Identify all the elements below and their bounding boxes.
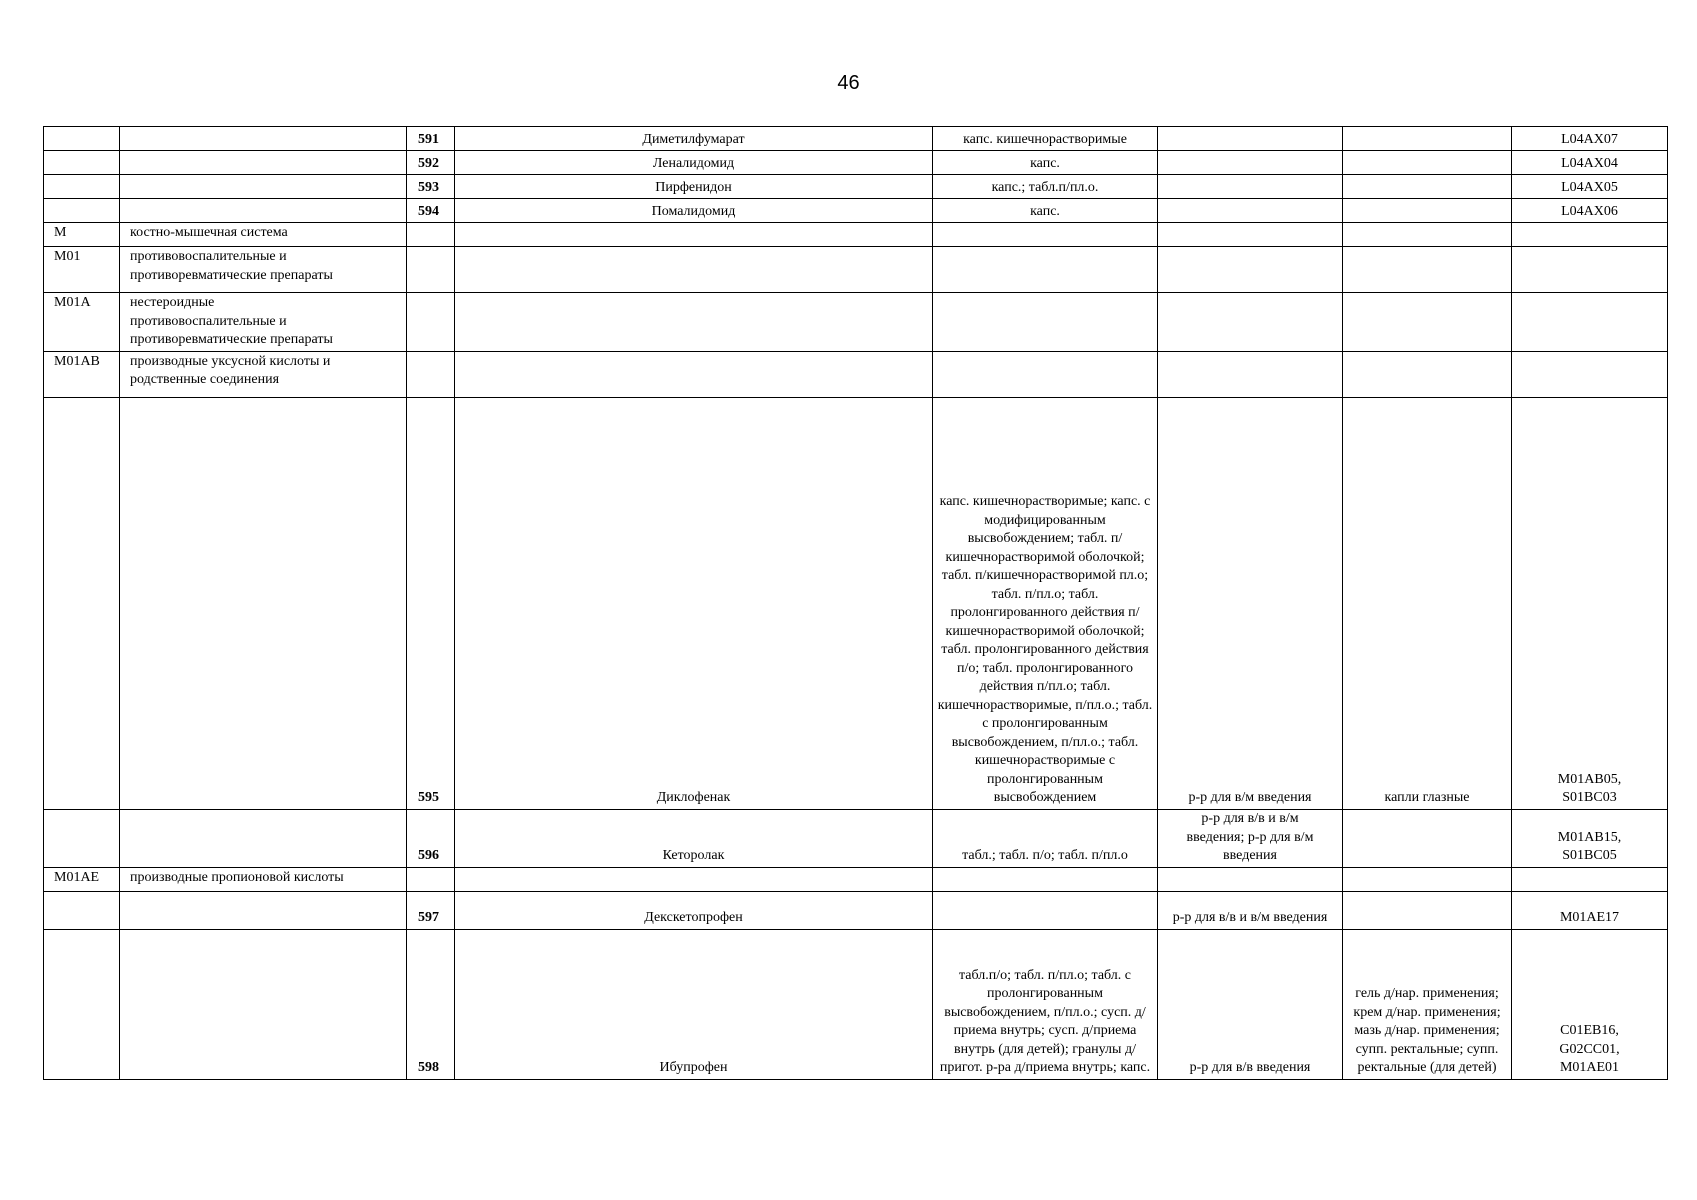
atc-code <box>1512 867 1668 891</box>
atc-group-code <box>44 929 120 1079</box>
oral-dosage-forms: капс. <box>933 151 1158 175</box>
drug-name <box>455 247 933 293</box>
atc-group-name: нестероидные противовоспалительные и противоревматические препараты <box>120 293 407 352</box>
atc-code <box>1512 293 1668 352</box>
injection-forms <box>1158 293 1343 352</box>
oral-dosage-forms <box>933 223 1158 247</box>
table-row <box>44 151 1668 175</box>
oral-dosage-forms: капс. <box>933 199 1158 223</box>
atc-group-name <box>120 199 407 223</box>
oral-dosage-forms <box>933 351 1158 397</box>
other-forms <box>1343 127 1512 151</box>
row-number <box>407 293 455 352</box>
atc-group-code <box>44 397 120 809</box>
drug-name: Диметилфумарат <box>455 127 933 151</box>
drug-name: Ибупрофен <box>455 929 933 1079</box>
injection-forms <box>1158 867 1343 891</box>
oral-dosage-forms: капс. кишечнорастворимые <box>933 127 1158 151</box>
injection-forms <box>1158 151 1343 175</box>
atc-group-code: M01A <box>44 293 120 352</box>
injection-forms <box>1158 199 1343 223</box>
row-number <box>407 351 455 397</box>
table-row <box>44 127 1668 151</box>
atc-group-name: производные уксусной кислоты и родственные соединения <box>120 351 407 397</box>
oral-dosage-forms: капс. кишечнорастворимые; капс. с модифицированным высвобождением; табл. п/кишечнорастворимой оболочкой; табл. п/кишечнорастворимой пл.о; табл. п/пл.о; табл. пролонгированного действия п/кишечнорастворимой оболочкой; табл. пролонгированного действия п/о; табл. пролонгированного действия п/пл.о; табл. кишечнорастворимые, п/пл.о.; табл. с пролонгированным высвобождением, п/пл.о.; табл. кишечнорастворимые с пролонгированным высвобождением <box>933 397 1158 809</box>
other-forms <box>1343 809 1512 867</box>
oral-dosage-forms <box>933 891 1158 929</box>
drug-name: Леналидомид <box>455 151 933 175</box>
row-number: 598 <box>407 929 455 1079</box>
other-forms <box>1343 293 1512 352</box>
atc-code: M01AE17 <box>1512 891 1668 929</box>
atc-group-name <box>120 891 407 929</box>
drug-name: Декскетопрофен <box>455 891 933 929</box>
atc-group-name <box>120 397 407 809</box>
table-row <box>44 929 1668 1079</box>
atc-group-code <box>44 891 120 929</box>
oral-dosage-forms <box>933 247 1158 293</box>
oral-dosage-forms <box>933 867 1158 891</box>
table-row <box>44 199 1668 223</box>
atc-group-name <box>120 151 407 175</box>
atc-code <box>1512 351 1668 397</box>
atc-group-name <box>120 127 407 151</box>
atc-group-name: противовоспалительные и противоревматические препараты <box>120 247 407 293</box>
injection-forms <box>1158 247 1343 293</box>
table-row <box>44 293 1668 352</box>
atc-group-name <box>120 175 407 199</box>
atc-code <box>1512 223 1668 247</box>
drug-name <box>455 351 933 397</box>
atc-code: M01AB05, S01BC03 <box>1512 397 1668 809</box>
injection-forms: р-р для в/в введения <box>1158 929 1343 1079</box>
row-number: 596 <box>407 809 455 867</box>
other-forms <box>1343 351 1512 397</box>
atc-group-code <box>44 127 120 151</box>
atc-group-name: производные пропионовой кислоты <box>120 867 407 891</box>
injection-forms: р-р для в/м введения <box>1158 397 1343 809</box>
oral-dosage-forms: табл.п/о; табл. п/пл.о; табл. с пролонгированным высвобождением, п/пл.о.; сусп. д/приема внутрь; сусп. д/приема внутрь (для детей); гранулы д/пригот. р-ра д/приема внутрь; капс. <box>933 929 1158 1079</box>
row-number: 591 <box>407 127 455 151</box>
other-forms <box>1343 175 1512 199</box>
drug-name <box>455 223 933 247</box>
atc-group-code <box>44 809 120 867</box>
oral-dosage-forms: капс.; табл.п/пл.о. <box>933 175 1158 199</box>
injection-forms <box>1158 175 1343 199</box>
other-forms <box>1343 223 1512 247</box>
atc-code: M01AB15, S01BC05 <box>1512 809 1668 867</box>
row-number: 597 <box>407 891 455 929</box>
table-row <box>44 223 1668 247</box>
atc-group-code <box>44 175 120 199</box>
other-forms <box>1343 867 1512 891</box>
row-number: 595 <box>407 397 455 809</box>
row-number: 593 <box>407 175 455 199</box>
row-number: 594 <box>407 199 455 223</box>
oral-dosage-forms <box>933 293 1158 352</box>
drug-name: Пирфенидон <box>455 175 933 199</box>
row-number <box>407 867 455 891</box>
atc-group-code: M01AE <box>44 867 120 891</box>
other-forms <box>1343 199 1512 223</box>
table-row <box>44 247 1668 293</box>
drug-list-table <box>43 126 1668 1080</box>
oral-dosage-forms: табл.; табл. п/о; табл. п/пл.о <box>933 809 1158 867</box>
other-forms: капли глазные <box>1343 397 1512 809</box>
other-forms <box>1343 891 1512 929</box>
atc-group-code: M <box>44 223 120 247</box>
injection-forms <box>1158 223 1343 247</box>
injection-forms <box>1158 351 1343 397</box>
table-row <box>44 351 1668 397</box>
injection-forms: р-р для в/в и в/м введения; р-р для в/м введения <box>1158 809 1343 867</box>
page-number: 46 <box>837 72 860 94</box>
atc-code: L04AX07 <box>1512 127 1668 151</box>
atc-group-code: M01 <box>44 247 120 293</box>
table-row <box>44 809 1668 867</box>
row-number <box>407 247 455 293</box>
atc-group-name: костно-мышечная система <box>120 223 407 247</box>
other-forms <box>1343 151 1512 175</box>
row-number <box>407 223 455 247</box>
atc-code <box>1512 247 1668 293</box>
other-forms: гель д/нар. применения; крем д/нар. применения; мазь д/нар. применения; супп. ректальные; супп. ректальные (для детей) <box>1343 929 1512 1079</box>
atc-code: L04AX06 <box>1512 199 1668 223</box>
drug-name: Диклофенак <box>455 397 933 809</box>
atc-group-name <box>120 809 407 867</box>
table-row <box>44 397 1668 809</box>
atc-group-code <box>44 199 120 223</box>
injection-forms: р-р для в/в и в/м введения <box>1158 891 1343 929</box>
table-row <box>44 175 1668 199</box>
atc-code: L04AX04 <box>1512 151 1668 175</box>
drug-name: Кеторолак <box>455 809 933 867</box>
atc-group-code <box>44 151 120 175</box>
atc-code: C01EB16, G02CC01, M01AE01 <box>1512 929 1668 1079</box>
other-forms <box>1343 247 1512 293</box>
drug-name <box>455 867 933 891</box>
atc-group-code: M01AB <box>44 351 120 397</box>
table-row <box>44 891 1668 929</box>
drug-name <box>455 293 933 352</box>
drug-name: Помалидомид <box>455 199 933 223</box>
atc-code: L04AX05 <box>1512 175 1668 199</box>
row-number: 592 <box>407 151 455 175</box>
table-row <box>44 867 1668 891</box>
atc-group-name <box>120 929 407 1079</box>
injection-forms <box>1158 127 1343 151</box>
